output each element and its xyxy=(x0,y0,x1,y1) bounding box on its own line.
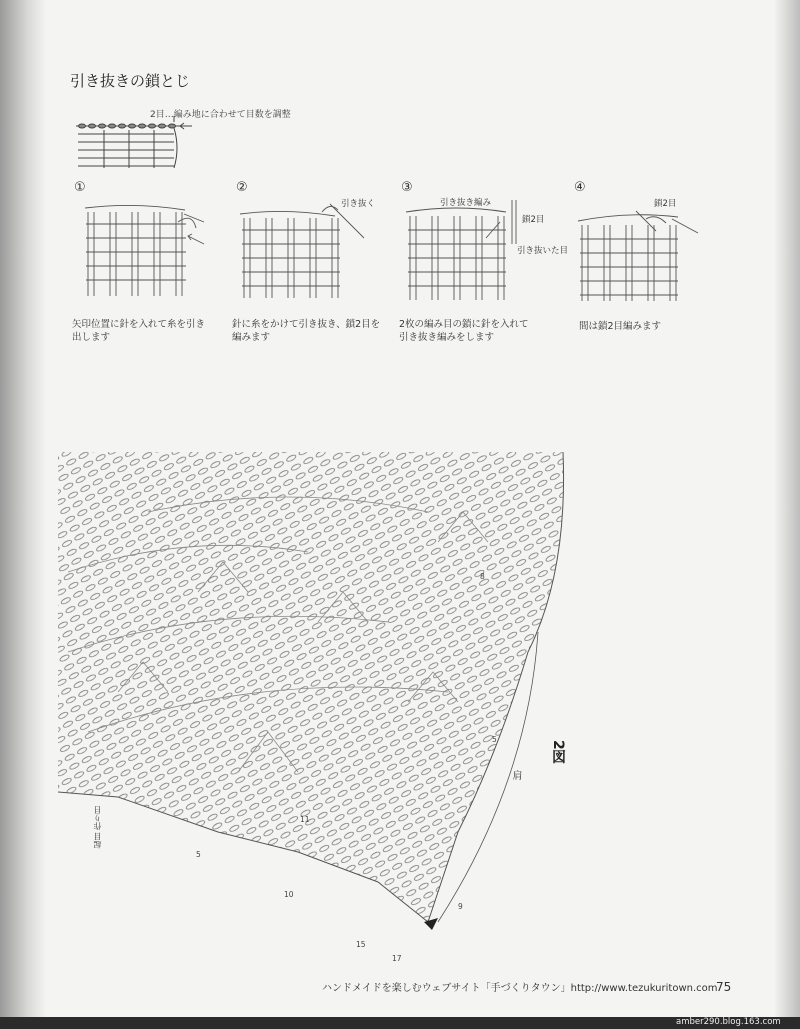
section-title: 引き抜きの鎖とじ xyxy=(70,72,191,90)
step-3-illustration xyxy=(404,200,534,305)
figure-label: 2図 xyxy=(550,740,566,764)
footer-text: ハンドメイドを楽しむウェブサイト「手づくりタウン」http://www.tezukuritown.com xyxy=(322,983,718,994)
step-4-number: ④ xyxy=(574,180,586,195)
crochet-chart xyxy=(58,452,578,972)
page-gutter-shadow xyxy=(0,0,46,1029)
step-4-illustration xyxy=(576,205,701,305)
step-3-label-slip: 引き抜き編み xyxy=(440,198,492,208)
step-4-label: 鎖2目 xyxy=(654,199,677,209)
step-2-text: 針に糸をかけて引き抜き、鎖2目を 編みます xyxy=(232,319,381,343)
row-number: 11 xyxy=(300,815,310,824)
top-note: 2目…編み地に合わせて目数を調整 xyxy=(150,110,291,120)
page-edge-shadow xyxy=(774,0,800,1029)
row-number: 8 xyxy=(480,572,485,581)
step-1-illustration xyxy=(80,200,215,300)
step-3-text: 2枚の編み目の鎖に針を入れて 引き抜き編みをします xyxy=(399,319,529,343)
start-label: 起目 作り目 xyxy=(93,806,102,849)
step-1-text: 矢印位置に針を入れて糸を引き 出します xyxy=(72,319,206,343)
chain-join-diagram xyxy=(74,112,194,170)
step-4-text: 間は鎖2目編みます xyxy=(579,321,662,332)
row-number: 5 xyxy=(492,735,497,744)
row-number: 9 xyxy=(458,902,463,911)
row-number: 17 xyxy=(392,954,402,963)
step-2-illustration xyxy=(238,200,368,300)
row-number: 5 xyxy=(196,850,201,859)
row-number: 10 xyxy=(284,890,294,899)
row-number: 15 xyxy=(356,940,366,949)
page-number: 75 xyxy=(716,980,732,994)
step-3-label-chain: 鎖2目 xyxy=(522,215,545,225)
shoulder-label: 肩 xyxy=(510,770,521,780)
step-2-label: 引き抜く xyxy=(341,199,376,209)
step-2-number: ② xyxy=(236,180,248,195)
step-1-number: ① xyxy=(74,180,86,195)
blog-url: amber290.blog.163.com xyxy=(676,1017,781,1027)
step-3-label-pulled: 引き抜いた目 xyxy=(517,246,569,256)
step-3-number: ③ xyxy=(401,180,413,195)
